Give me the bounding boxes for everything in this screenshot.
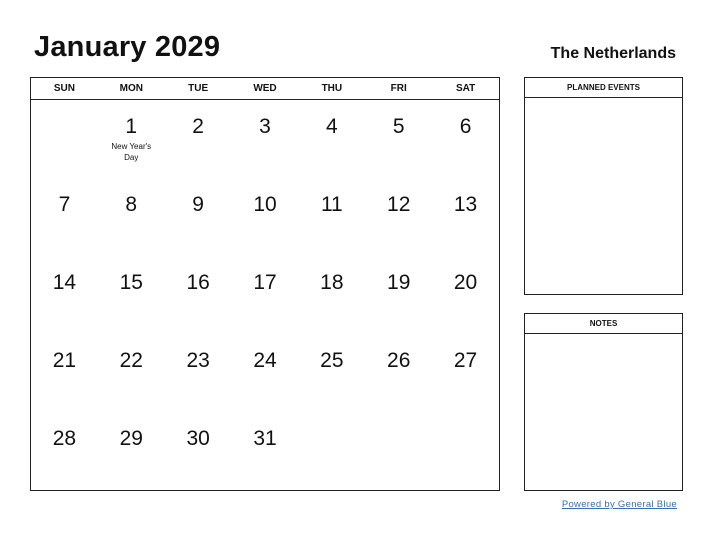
planned-events-heading: PLANNED EVENTS (525, 78, 682, 98)
day-cell (232, 334, 299, 412)
day-number (298, 412, 365, 428)
day-cell (432, 178, 499, 256)
day-number: 16 (186, 271, 210, 294)
day-number: 11 (320, 193, 343, 216)
country-label: The Netherlands (550, 45, 676, 62)
day-number: 13 (453, 193, 478, 216)
day-cell (31, 334, 98, 412)
day-cell (98, 178, 165, 256)
day-cell (98, 334, 165, 412)
day-number: 29 (119, 427, 143, 450)
day-cell (298, 178, 365, 256)
day-number: 18 (320, 271, 344, 294)
day-number: 31 (253, 427, 277, 450)
day-number: 26 (387, 349, 411, 372)
day-number: 1 (125, 115, 138, 138)
weekday-sun: SUN (53, 83, 75, 94)
day-cell (298, 100, 365, 178)
day-cell (165, 334, 232, 412)
day-number: 2 (192, 115, 204, 138)
day-cell (98, 100, 165, 178)
holiday-label: New Year's Day (111, 142, 152, 162)
day-number: 3 (259, 115, 271, 138)
planned-events-panel (524, 77, 683, 295)
day-number: 30 (186, 427, 210, 450)
day-cell (432, 412, 499, 490)
day-cell (365, 256, 432, 334)
day-cell (298, 412, 365, 490)
day-number: 5 (392, 115, 405, 138)
day-number (432, 412, 499, 428)
weekday-fri: FRI (390, 83, 407, 94)
day-number: 20 (453, 271, 478, 294)
day-cell (232, 412, 299, 490)
day-number: 7 (58, 193, 71, 216)
day-cell (232, 100, 299, 178)
weekday-mon: MON (119, 83, 143, 94)
day-cell (31, 100, 98, 178)
day-cell (298, 256, 365, 334)
day-cell (432, 100, 499, 178)
day-cell (365, 334, 432, 412)
weekday-header-row (31, 78, 499, 100)
day-number: 6 (459, 115, 472, 138)
day-number: 27 (453, 349, 478, 372)
weekday-sat: SAT (455, 83, 476, 94)
day-number: 25 (320, 349, 344, 372)
day-cell (98, 256, 165, 334)
day-number: 12 (387, 193, 411, 216)
day-number: 23 (186, 349, 210, 372)
weekday-wed: WED (253, 83, 277, 94)
page-title: January 2029 (34, 31, 221, 63)
day-cell (31, 412, 98, 490)
day-number (31, 100, 98, 116)
day-cell (31, 178, 98, 256)
day-number: 10 (253, 193, 277, 216)
day-cell (365, 178, 432, 256)
day-grid (31, 100, 499, 490)
day-number: 22 (119, 349, 143, 372)
day-number: 14 (52, 271, 77, 294)
day-cell (165, 100, 232, 178)
day-cell (365, 100, 432, 178)
day-cell (432, 256, 499, 334)
day-cell (232, 256, 299, 334)
day-cell (165, 178, 232, 256)
notes-heading: NOTES (525, 314, 682, 334)
day-cell (432, 334, 499, 412)
weekday-tue: TUE (188, 83, 209, 94)
day-number: 8 (125, 193, 138, 216)
day-cell (365, 412, 432, 490)
day-number: 4 (326, 115, 338, 138)
day-number: 21 (52, 349, 77, 372)
day-number: 24 (253, 349, 277, 372)
powered-by-link[interactable]: Powered by General Blue (561, 499, 677, 510)
day-cell (31, 256, 98, 334)
day-cell (298, 334, 365, 412)
day-number (365, 412, 432, 428)
day-number: 9 (192, 193, 204, 216)
weekday-thu: THU (321, 83, 343, 94)
calendar-grid (30, 77, 500, 491)
notes-panel (524, 313, 683, 491)
day-cell (165, 256, 232, 334)
day-number: 17 (253, 271, 277, 294)
day-number: 19 (387, 271, 411, 294)
day-number: 28 (52, 427, 77, 450)
day-cell (232, 178, 299, 256)
day-cell (98, 412, 165, 490)
day-cell (165, 412, 232, 490)
day-number: 15 (119, 271, 143, 294)
